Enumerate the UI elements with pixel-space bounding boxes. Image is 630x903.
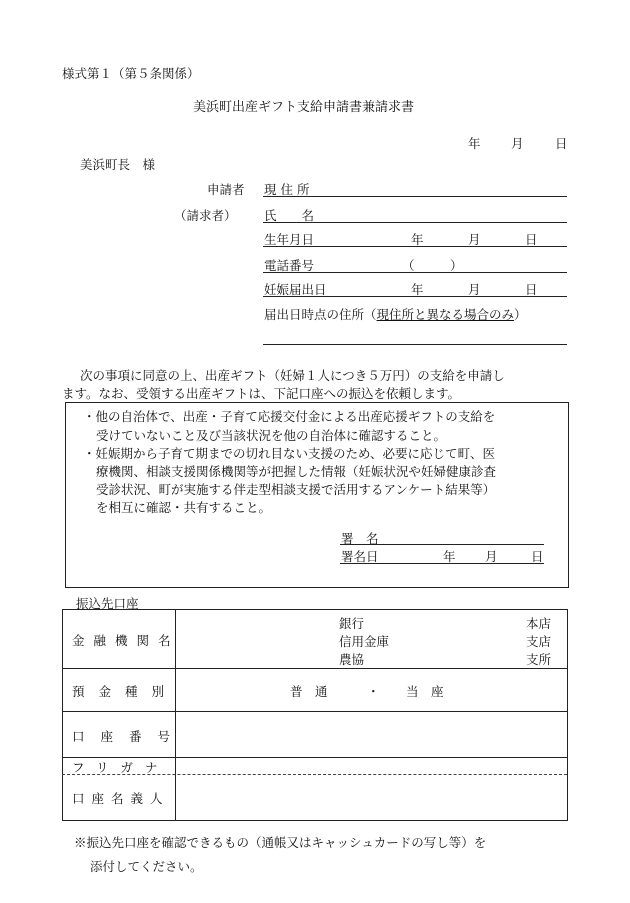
signature-label: 署 名 [341,531,379,546]
consent-item2-line4: を相互に確認・共有すること。 [96,500,272,515]
deposit-separator: ・ [367,684,380,699]
birthdate-field[interactable] [263,246,567,247]
form-title: 美浜町出産ギフト支給申請書兼請求書 [193,100,415,115]
footer-note-line1: ※振込先口座を確認できるもの（通帳又はキャッシュカードの写し等）を [74,835,487,850]
deposit-current-option[interactable]: 当 座 [406,684,444,699]
phone-field[interactable] [263,272,567,273]
footer-note-line2: 添付してください。 [90,859,203,874]
signed-date-field[interactable] [340,563,544,564]
bank-type-nokyo: 農協 [339,652,365,667]
prev-address-note: 現住所と異なる場合のみ [376,307,515,322]
account-holder-label: 口座名義人 [72,791,170,806]
birthdate-label: 生年月日 [264,232,315,247]
consent-item1-line1: ・他の自治体で、出産・子育て応援交付金による出産応援ギフトの支給を [83,409,496,424]
account-number-label: 口座番号 [72,729,187,744]
birth-month-label: 月 [468,232,481,247]
date-month-label: 月 [511,136,524,151]
institution-label: 金融機関名 [72,633,180,648]
name-field[interactable] [263,222,567,223]
name-label: 氏 名 [264,208,315,223]
birth-day-label: 日 [525,232,538,247]
date-year-label: 年 [468,136,481,151]
consent-intro-line1: 次の事項に同意の上、出産ギフト（妊婦１人につき５万円）の支給を申請し [80,368,505,383]
addressee: 美浜町長 様 [80,157,156,172]
row-divider-2 [62,711,567,712]
prev-address-field[interactable] [263,344,567,345]
address-label: 現 住 所 [264,182,310,197]
prev-address-label-text: 届出日時点の住所（ [264,307,377,322]
prev-address-label [264,305,527,323]
preg-day-label: 日 [525,282,538,297]
claimant-label: （請求者） [174,208,237,223]
bank-section-title: 振込先口座 [76,596,139,611]
phone-paren-close: ） [450,258,463,273]
consent-intro-line2: ます。なお、受領する出産ギフトは、下記口座への振込を依頼します。 [62,386,461,401]
consent-item2-line2: 療機関、相談支援関係機関等が把握した情報（妊娠状況や妊婦健康診査 [96,464,497,479]
signed-day-label: 日 [531,549,544,564]
phone-label: 電話番号 [264,258,315,273]
branch-type-office: 支所 [526,652,552,667]
row-divider-1 [62,668,567,669]
pregnancy-date-field[interactable] [263,296,567,297]
preg-month-label: 月 [468,282,481,297]
birth-year-label: 年 [411,232,424,247]
preg-year-label: 年 [411,282,424,297]
signed-year-label: 年 [443,549,456,564]
signed-month-label: 月 [485,549,498,564]
address-field[interactable] [263,196,567,197]
consent-item2-line1: ・妊娠期から子育て期までの切れ目ない支援のため、必要に応じて町、医 [83,446,496,461]
phone-paren-open: （ [402,258,415,273]
applicant-label: 申請者 [207,182,245,197]
form-number: 様式第１（第５条関係） [62,66,200,81]
branch-type-branch: 支店 [526,634,552,649]
signature-field[interactable] [340,544,544,545]
deposit-type-label: 預金種別 [72,684,179,699]
consent-item2-line3: 受診状況、町が実施する伴走型相談支援で活用するアンケート結果等） [96,482,496,497]
deposit-normal-option[interactable]: 普 通 [290,684,328,699]
date-day-label: 日 [555,136,568,151]
pregnancy-date-label: 妊娠届出日 [264,282,327,297]
signed-date-label: 署名日 [341,549,379,564]
prev-address-close: ） [514,307,527,322]
furigana-label: フリガナ [72,760,170,775]
consent-item1-line2: 受けていないこと及び当該状況を他の自治体に確認すること。 [96,428,447,443]
bank-type-bank: 銀行 [339,616,365,631]
branch-type-main: 本店 [526,616,552,631]
bank-type-shinkin: 信用金庫 [339,634,390,649]
